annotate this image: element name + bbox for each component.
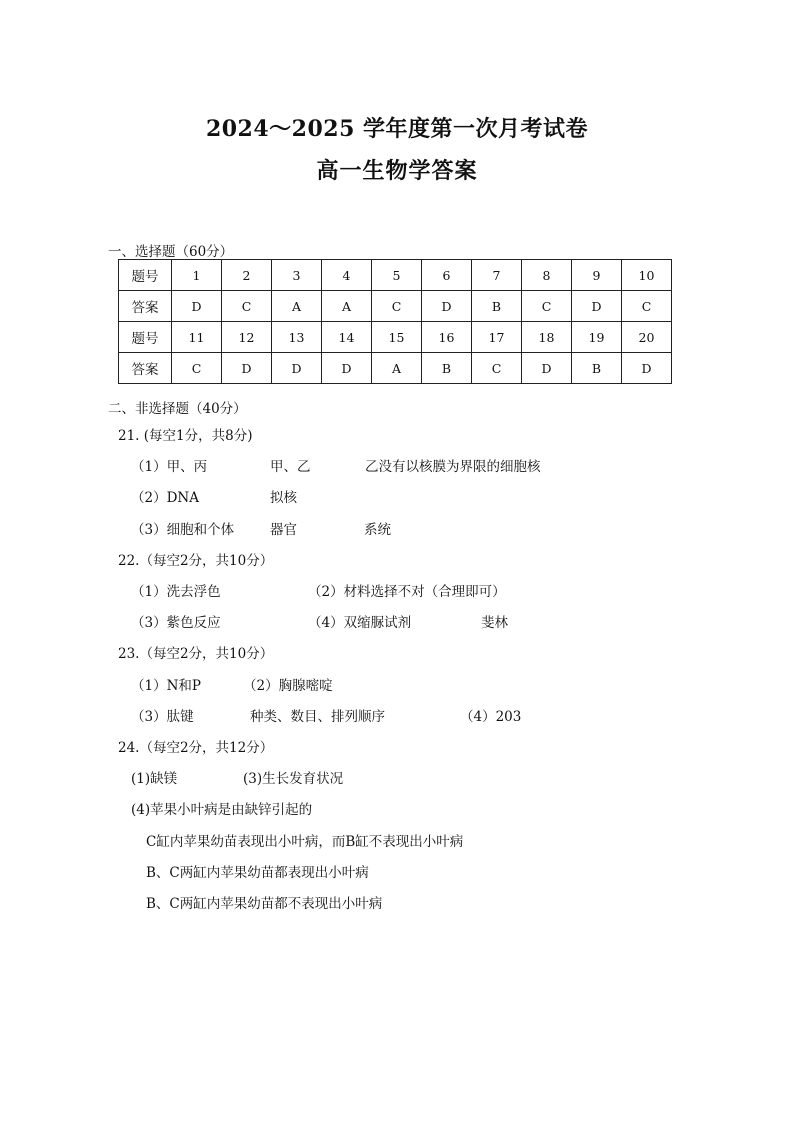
q22-answer: 斐林: [481, 615, 508, 631]
q24-answer: B、C两缸内苹果幼苗都表现出小叶病: [146, 865, 369, 881]
question-number: 19: [572, 322, 622, 353]
answer-cell: C: [472, 353, 522, 384]
q21-header: 21. (每空1分，共8分): [118, 428, 253, 444]
answer-cell: D: [272, 353, 322, 384]
answer-cell: C: [172, 353, 222, 384]
answer-cell: D: [522, 353, 572, 384]
question-number: 17: [472, 322, 522, 353]
answer-cell: C: [222, 291, 272, 322]
answer-cell: A: [372, 353, 422, 384]
question-number: 2: [222, 260, 272, 291]
q23-answer: （3）肽键: [131, 709, 194, 725]
q23-answer: （4）203: [460, 709, 522, 725]
q22-answer: （2）材料选择不对（合理即可）: [308, 584, 506, 600]
q21-answer: 拟核: [270, 490, 297, 506]
question-number: 9: [572, 260, 622, 291]
q21-answer: 器官: [270, 522, 297, 538]
question-number: 15: [372, 322, 422, 353]
q21-answer: 系统: [364, 522, 391, 538]
answer-cell: B: [422, 353, 472, 384]
answer-cell: C: [622, 291, 672, 322]
question-number: 7: [472, 260, 522, 291]
answer-cell: D: [222, 353, 272, 384]
answer-cell: D: [572, 291, 622, 322]
q22-answer: （4）双缩脲试剂: [308, 615, 412, 631]
q23-header: 23.（每空2分，共10分）: [118, 646, 274, 662]
section-1-heading: 一、选择题（60分）: [108, 244, 234, 260]
answer-cell: C: [522, 291, 572, 322]
table-row: [119, 260, 672, 291]
q24-answer: (4)苹果小叶病是由缺锌引起的: [131, 802, 313, 818]
question-number: 18: [522, 322, 572, 353]
q23-answer: （2）胸腺嘧啶: [243, 678, 333, 694]
answer-cell: A: [272, 291, 322, 322]
q21-answer: 乙没有以核膜为界限的细胞核: [365, 459, 541, 475]
table-row: [119, 291, 672, 322]
q24-answer: (3)生长发育状况: [243, 771, 344, 787]
question-number: 6: [422, 260, 472, 291]
q21-answer: 甲、乙: [270, 459, 311, 475]
q23-answer: 种类、数目、排列顺序: [250, 709, 385, 725]
q24-answer: C缸内苹果幼苗表现出小叶病，而B缸不表现出小叶病: [146, 834, 464, 850]
q22-header: 22.（每空2分，共10分）: [118, 553, 274, 569]
table-row: [119, 353, 672, 384]
q24-header: 24.（每空2分，共12分）: [118, 740, 274, 756]
question-number: 11: [172, 322, 222, 353]
page-subtitle: 高一生物学答案: [316, 158, 478, 184]
q21-answer: （3）细胞和个体: [131, 522, 235, 538]
question-number: 12: [222, 322, 272, 353]
question-number: 10: [622, 260, 672, 291]
q22-answer: （3）紫色反应: [131, 615, 221, 631]
q22-answer: （1）洗去浮色: [131, 584, 221, 600]
question-number: 3: [272, 260, 322, 291]
q24-answer: B、C两缸内苹果幼苗都不表现出小叶病: [146, 896, 383, 912]
section-2-heading: 二、非选择题（40分）: [108, 401, 247, 417]
q24-answer: (1)缺镁: [131, 771, 178, 787]
question-number: 13: [272, 322, 322, 353]
q21-answer: （2）DNA: [131, 490, 199, 506]
answer-cell: A: [322, 291, 372, 322]
answer-cell: D: [322, 353, 372, 384]
row-label: 答案: [119, 353, 172, 384]
q23-answer: （1）N和P: [131, 678, 201, 694]
row-label: 答案: [119, 291, 172, 322]
question-number: 20: [622, 322, 672, 353]
page-title: 2024～2025 学年度第一次月考试卷: [205, 116, 589, 142]
answer-table: [118, 259, 672, 384]
question-number: 4: [322, 260, 372, 291]
q21-answer: （1）甲、丙: [131, 459, 208, 475]
answer-cell: D: [172, 291, 222, 322]
question-number: 8: [522, 260, 572, 291]
answer-cell: D: [622, 353, 672, 384]
question-number: 1: [172, 260, 222, 291]
question-number: 16: [422, 322, 472, 353]
answer-cell: D: [422, 291, 472, 322]
row-label: 题号: [119, 322, 172, 353]
row-label: 题号: [119, 260, 172, 291]
question-number: 14: [322, 322, 372, 353]
table-row: [119, 322, 672, 353]
question-number: 5: [372, 260, 422, 291]
answer-cell: B: [572, 353, 622, 384]
answer-cell: B: [472, 291, 522, 322]
answer-cell: C: [372, 291, 422, 322]
